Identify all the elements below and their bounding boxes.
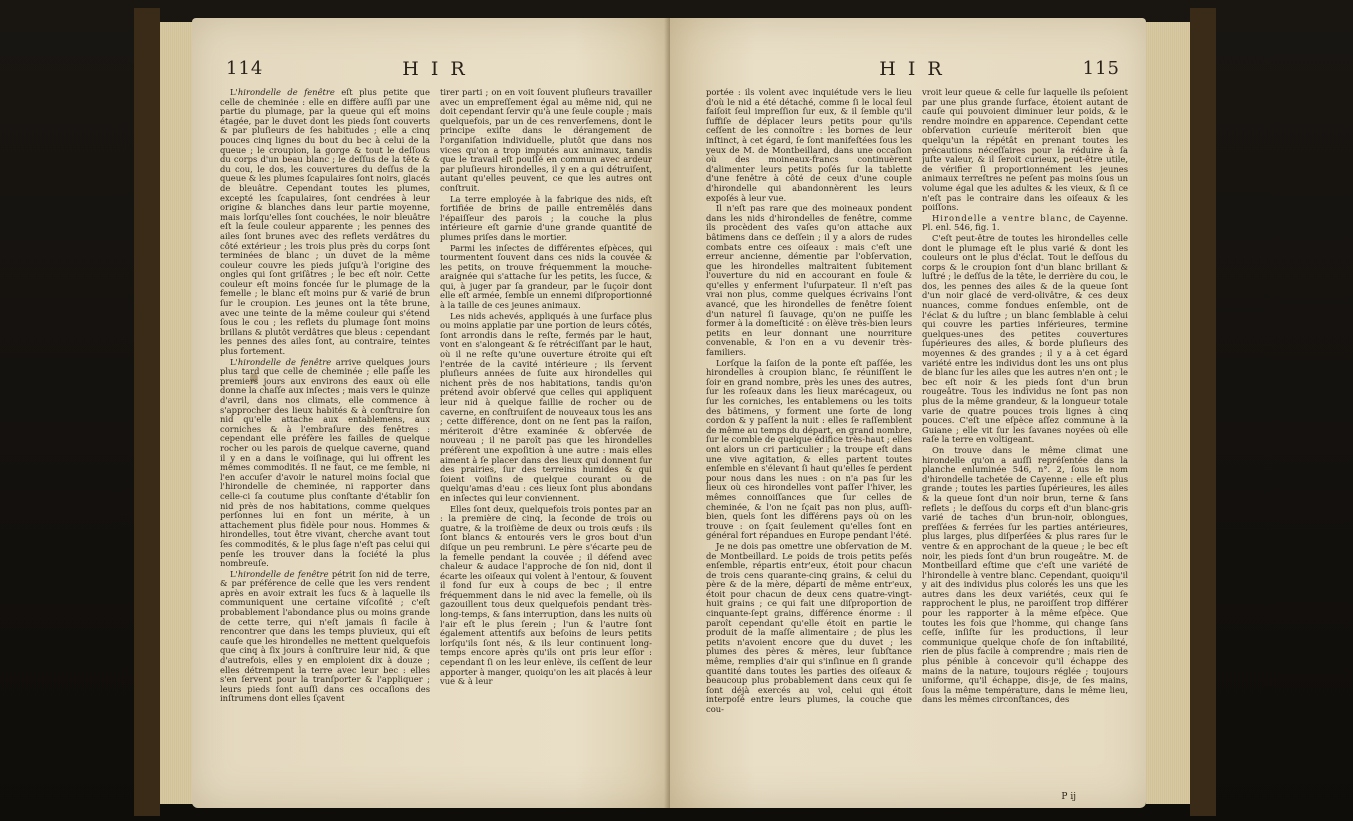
- page-edges-right: [1146, 22, 1190, 804]
- paragraph: vroit leur queue & celle ſur laquelle ils peſoient par une plus grande ſurface, étoient autant de cauſe qui pouvoient diminuer leur poids, & le rendre moindre en apparence. Cependant cette obſervation curieuſe mériteroit bien que quelqu'un la répétât en prenant toutes les précautions néceſſaires pour la réduire à ſa juſte valeur, & il ſeroit curieux, peut-être utile, de vérifier ſi proportionnément les jeunes animaux terreſtres ne peſent pas moins ſous un volume égal que les adultes & les vieux, & ſi ce n'eſt pas le contraire dans les oiſeaux & les poiſſons.: [922, 88, 1128, 213]
- running-head: H I R: [402, 58, 468, 80]
- left-page: [192, 18, 670, 808]
- paragraph: L'hirondelle de fenêtre eſt plus petite que celle de cheminée : elle en diffère auſſi par une partie du plumage, par la queue qui eſt moins étagée, par le duvet dont les pieds ſont couverts & par pluſieurs de ſes habitudes ; elle a cinq pouces cinq lignes du bout du bec à celui de la queue ; le croupion, la gorge & tout le deſſous du corps d'un beau blanc ; le deſſus de la tête & du cou, le dos, les couvertures du deſſus de la queue & les plumes ſcapulaires ſont noirs, glacés de bleuâtre. Cependant toutes les plumes, excepté les ſcapulaires, ſont cendrées à leur origine & blanches dans leur partie moyenne, mais lorſqu'elles ſont couchées, le noir bleuâtre eſt la ſeule couleur apparente ; les pennes des ailes ſont brunes avec des reflets verdâtres du côté extérieur ; les trois plus près du corps ſont terminées de blanc ; un duvet de la même couleur couvre les pieds juſqu'à l'origine des ongles qui ſont griſâtres ; le bec eſt noir. Cette couleur eſt moins foncée ſur le plumage de la femelle ; le blanc eſt moins pur & varié de brun ſur le croupion. Les jeunes ont la tête brune, avec une teinte de la même couleur qui s'étend ſous le cou ; les reflets du plumage ſont moins brillans & plutôt verdâtres que bleus : cependant les pennes des ailes ſont, au contraire, teintes plus fortement.: [220, 88, 430, 357]
- paragraph: Elles ſont deux, quelquefois trois pontes par an : la première de cinq, la ſeconde de trois ou quatre, & la troiſième de deux ou trois œufs : ils ſont blancs & entourés vers le gros bout d'un diſque un peu rembruni. Le père s'écarte peu de la femelle pendant la couvée ; il défend avec chaleur & audace l'approche de ſon nid, dont il écarte les oiſeaux qui volent à l'entour, & ſouvent il fond ſur eux à coups de bec ; il entre fréquemment dans le nid avec la femelle, où ils gazouillent tous deux quelquefois pendant très-long-temps, & ſans interruption, dans les nuits où l'air eſt le plus ſerein ; l'un & l'autre ſont également attentifs aux beſoins de leurs petits lorſqu'ils ſont nés, & ils leur continuent long-temps encore après qu'ils ont pris leur eſſor : cependant ſi on les leur enlève, ils ceſſent de leur apporter à manger, quoiqu'on les ait placés à leur vue & à leur: [440, 503, 652, 687]
- paragraph: Les nids achevés, appliqués à une ſurface plus ou moins applatie par une portion de leurs côtés, ſont arrondis dans le reſte, fermés par le haut, vont en s'alongeant & ſe rétréciſſant par le haut, où il ne reſte qu'une ouverture étroite qui eſt l'entrée de la cavité intérieure ; ils ſervent pluſieurs années de ſuite aux hirondelles qui nichent près de nos habitations, tandis qu'on prétend avoir obſervé que celles qui appliquent leur nid à quelque faillie de rocher ou de caverne, en conſtruiſent de nouveaux tous les ans ; cette différence, dont on ne ſent pas la raiſon, mériteroit d'être examinée & obſervée de nouveau ; il ne paroît pas que les hirondelles préfèrent une expoſition à une autre : mais elles aiment à ſe placer dans des lieux qui donnent ſur des prairies, ſur des terreins humides & qui ſoient voiſins de quelque courant ou de quelqu'amas d'eau : ces lieux ſont plus abondans en inſectes qui leur conviennent.: [440, 310, 652, 503]
- running-head: H I R: [879, 58, 945, 80]
- left-page-header: [226, 58, 644, 82]
- signature-mark: P ij: [1061, 792, 1076, 802]
- page-number: 114: [226, 58, 264, 79]
- page-number: 115: [1082, 58, 1120, 79]
- text-column-right-b: [922, 88, 1128, 788]
- text-column-right-a: [706, 88, 912, 788]
- paragraph: Lorſque la ſaiſon de la ponte eſt paſſée, les hirondelles à croupion blanc, ſe réuniſſent le ſoir en grand nombre, près les unes des autres, ſur les roſeaux dans les lieux marécageux, ou ſur les corniches, les entablemens ou les toits des bâtimens, y forment une ſorte de long cordon & y paſſent la nuit : elles ſe raſſemblent de même au temps du départ, en grand nombre, ſur le comble de quelque édifice très-haut ; elles ont alors un cri particulier ; la troupe eſt dans une vive agitation, & elles partent toutes enſemble en s'élevant ſi haut qu'elles ſe perdent pour nous dans les nues : on n'a pas ſur les lieux où ces hirondelles vont paſſer l'hiver, les mêmes connoiſſances que ſur celles de cheminée, & l'on ne ſçait pas non plus, auſſi-bien, quels ſont les différens pays où on les trouve : on ſçait ſeulement qu'elles ſont en général fort répandues en Europe pendant l'été.: [706, 357, 912, 541]
- entry-title: Hirondelle a ventre blanc: [932, 212, 1069, 223]
- paragraph: Il n'eſt pas rare que des moineaux pondent dans les nids d'hirondelles de fenêtre, comme ils procèdent des vaſes qu'on attache aux bâtimens dans ce deſſein ; il y a alors de rudes combats entre ces oiſeaux : mais c'eſt une erreur ancienne, démentie par l'obſervation, que les hirondelles maltraitent ſubitement l'ouverture du nid en accourant en foule & qu'elles y enferment l'uſurpateur. Il n'eſt pas vrai non plus, comme quelques écrivains l'ont avancé, que les hirondelles de fenêtre ſoient d'un naturel ſi ſauvage, qu'on ne puiſſe les former à la domeſticité : on élève très-bien leurs petits en leur donnant une nourriture convenable, & l'on en a vu devenir très-familiers.: [706, 203, 912, 358]
- right-page-header: [704, 58, 1120, 82]
- paragraph: portée : ils volent avec inquiétude vers le lieu d'où le nid a été détaché, comme ſi le local ſeul faiſoit ſeul impreſſion ſur eux, & il ſemble qu'il ſuffiſe de déplacer leurs petits pour qu'ils ceſſent de les connoître : les bornes de leur inſtinct, à cet égard, ſe ſont manifeſtées ſous les yeux de M. de Montbeillard, dans une occaſion où des moineaux-francs continuèrent d'alimenter leurs petits poſés ſur la tablette d'une fenêtre à côté de ceux d'une couple d'hirondelle qui abandonnèrent les leurs expoſés à leur vue.: [706, 88, 912, 203]
- right-page: [670, 18, 1146, 808]
- paragraph: C'eſt peut-être de toutes les hirondelles celle dont le plumage eſt le plus varié & dont les couleurs ont le plus d'éclat. Tout le deſſous du corps & le croupion ſont d'un blanc brillant & luſtré ; le deſſus de la tête, le derrière du cou, le dos, les pennes des ailes & de la queue ſont d'un noir glacé de verd-olivâtre, & ces deux nuances, comme fondues enſemble, ont de l'éclat & du luſtre ; un blanc ſemblable à celui qui couvre les parties inférieures, termine quelques-unes des petites couvertures ſupérieures des ailes, & borde pluſieurs des moyennes & des grandes ; il y a à cet égard variété entre les individus dont les uns ont plus de blanc ſur les ailes que les autres n'en ont ; le bec eſt noir & les pieds ſont d'un brun rougeâtre. Tous les individus ne ſont pas non plus de la même grandeur, & la longueur totale varie de quatre pouces trois lignes à cinq pouces. C'eſt une eſpèce aſſez commune à la Guiane ; elle vit ſur les ſavanes noyées où elle raſe la terre en voltigeant.: [922, 232, 1128, 445]
- paragraph: Parmi les inſectes de différentes eſpèces, qui tourmentent ſouvent dans ces nids la couvée & les petits, on trouve fréquemment la mouche-araignée qui s'attache ſur les petits, les ſucce, & qui, à juger par ſa grandeur, par le ſuçoir dont elle eſt armée, ſemble un ennemi diſproportionné à la taille de ces jeunes animaux.: [440, 242, 652, 311]
- text-column-left-b: [440, 88, 652, 788]
- paragraph: L'hirondelle de fenêtre pétrit ſon nid de terre, & par préférence de celle que les vers rendent après en avoir extrait les ſucs & à laquelle ils communiquent une certaine viſcoſité ; c'eſt probablement l'abondance plus ou moins grande de cette terre, qui n'eſt jamais ſi facile à rencontrer que dans les temps pluvieux, qui eſt cauſe que les hirondelles ne mettent quelquefois que cinq à ſix jours à conſtruire leur nid, & que d'autrefois, elles y en emploient dix à douze ; elles détrempent la terre avec leur bec : elles s'en ſervent pour la tranſporter & l'appliquer ; leurs pieds ſont auſſi dans ces occaſions des inſtrumens dont elles ſçavent: [220, 568, 430, 704]
- paragraph: L'hirondelle de fenêtre arrive quelques jours plus tard que celle de cheminée ; elle paſſe les premiers jours aux environs des eaux où elle donne la chaſſe aux inſectes ; mais vers le quinze d'avril, dans nos climats, elle commence à s'approcher des lieux habités & à conſtruire ſon nid qu'elle attache aux entablemens, aux corniches & à l'embraſure des fenêtres : cependant elle préfère les failles de quelque rocher ou les parois de quelque caverne, quand il y en a dans le voiſinage, qui lui offrent les mêmes commodités. Il ne faut, ce me ſemble, ni l'en accuſer d'avoir le naturel moins ſocial que l'hirondelle de cheminée, ni rapporter dans celle-ci ſa coutume plus conſtante d'établir ſon nid près de nos habitations, comme quelques perſonnes lui en font un mérite, à un attachement plus fidèle pour nous. Hommes & hirondelles, tout être vivant, cherche avant tout ſes commodités, & le plus ſage n'eſt pas celui qui penſe les trouver dans la ſociété la plus nombreuſe.: [220, 356, 430, 569]
- paragraph: tirer parti ; on en voit ſouvent pluſieurs travailler avec un empreſſement égal au même nid, qui ne doit cependant ſervir qu'à une ſeule couple ; mais quelquefois, par un de ces renverſemens, dont le principe exiſte dans le dérangement de l'organiſation individuelle, plutôt que dans nos vices qu'on a trop imputés aux animaux, tandis que le travail eſt pouſſé en commun avec ardeur par pluſieurs hirondelles, il y en a qui détruiſent, autant qu'elles peuvent, ce que les autres ont conſtruit.: [440, 88, 652, 193]
- paragraph: La terre employée à la fabrique des nids, eſt fortifiée de brins de paille entremêlés dans l'épaiſſeur des parois ; la couche la plus intérieure eſt garnie d'une grande quantité de plumes priſes dans le mortier.: [440, 193, 652, 242]
- book-cover-left: [134, 8, 160, 816]
- paragraph: Je ne dois pas omettre une obſervation de M. de Montbeillard. Le poids de trois petits peſés enſemble, répartis entr'eux, étoit pour chacun de trois cens quarante-cinq grains, & celui du père & de la mère, départi de même entr'eux, étoit pour chacun de deux cens quatre-vingt-huit grains ; ce qui fait une diſproportion de cinquante-ſept grains, différence énorme : il paroît cependant qu'elle étoit en partie le produit de la maſſe alimentaire ; de plus les petits n'avoient encore que du duvet ; les plumes des pères & mères, leur ſubſtance même, remplies d'air qui s'inſinue en ſi grande quantité dans toutes les parties des oiſeaux & beaucoup plus probablement dans ceux qui ſe ſont déjà exercés au vol, celui qui étoit interpoſé entre leurs plumes, la couche que cou-: [706, 540, 912, 714]
- page-edges-left: [160, 22, 194, 804]
- paragraph: On trouve dans le même climat une hirondelle qu'on a auſſi repréſentée dans la planche enluminée 546, n°. 2, ſous le nom d'hirondelle tachetée de Cayenne : elle eſt plus grande ; toutes les parties ſupérieures, les ailes & la queue ſont d'un noir brun, terne & ſans reflets ; le deſſous du corps eſt d'un blanc-gris varié de taches d'un brun-noir, oblongues, preſſées & ferrées ſur les parties antérieures, plus larges, plus diſperſées & plus rares ſur le ventre & en approchant de la queue ; le bec eſt noir, les pieds ſont d'un brun rougeâtre. M. de Montbeillard eſtime que c'eſt une variété de l'hirondelle à ventre blanc. Cependant, quoiqu'il y ait des individus plus colorés les uns que les autres dans les deux variétés, ceux qui ſe rapprochent le plus, ne paroiſſent trop différer pour les rapporter à la même eſpèce. Que toutes les fois que l'homme, qui change ſans ceſſe, inſiſte ſur les productions, il leur communique quelque choſe de ſon inſtabilité, rien de plus facile à comprendre ; mais rien de plus pénible à concevoir qu'il échappe des mains de la nature, toujours réglée ; toujours uniforme, qu'il échappe, dis-je, de ſes mains, ſous la même température, dans le même lieu, dans les mêmes circonſtances, des: [922, 444, 1128, 705]
- text-column-left-a: [220, 88, 430, 788]
- book-cover-right: [1190, 8, 1216, 816]
- entry-heading: Hirondelle a ventre blanc, de Cayenne. Pl. enl. 546, fig. 1.: [922, 212, 1128, 233]
